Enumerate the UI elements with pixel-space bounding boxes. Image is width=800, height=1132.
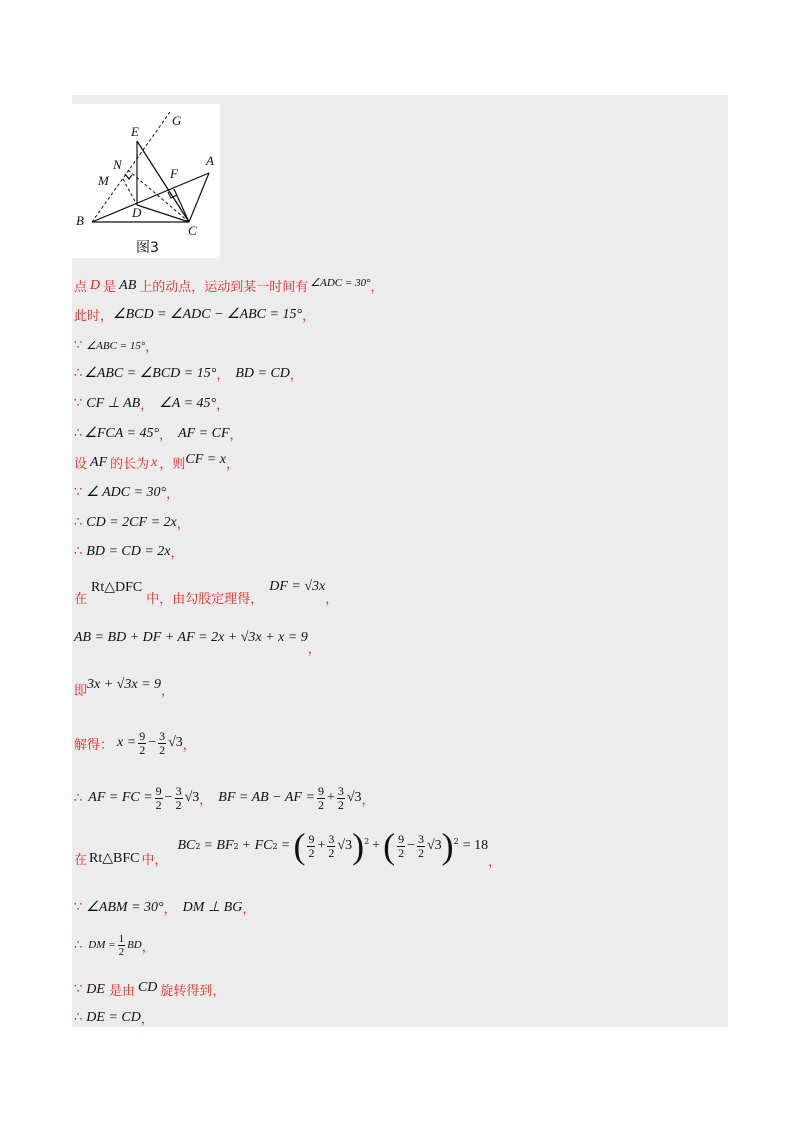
fraction [417,833,425,860]
text: ， [163,902,177,917]
math: ∠BCD = ∠ADC − ∠ABC = 15° [113,307,303,322]
fraction [175,785,183,812]
math: BD = CD = 2x [86,543,171,559]
text: 是由 [108,984,135,999]
text: ， [176,517,190,532]
fraction [118,933,126,958]
solution-line-4 [74,364,303,383]
text: ， [302,309,316,324]
label-e: E [131,124,139,139]
text: ， [170,546,184,561]
radical: √3 [337,838,353,853]
math: DE [86,981,105,997]
text: 点 [74,280,88,295]
math: AF = CF [178,425,230,441]
operator: + [372,838,381,853]
fraction [155,785,163,812]
label-m: M [98,173,109,188]
text: 设 [74,457,88,472]
math: CD = 2CF = 2x [86,514,177,530]
text: 旋转得到， [160,984,226,999]
text: ， [229,428,243,443]
fraction [138,730,146,757]
text: ， [370,280,384,295]
text: ， [159,428,173,443]
therefore-symbol: ∴ [74,937,83,953]
radical: √3 [346,790,362,805]
solution-line-1 [74,276,383,295]
figure-diagram [72,104,220,258]
solution-line-19 [74,980,225,999]
solution-line-15 [74,780,375,816]
math: + FC [241,838,273,853]
math: AF [90,454,108,470]
denominator: 2 [139,742,146,757]
math: = 18 [462,838,489,853]
math: BD [127,939,142,951]
operator: − [164,790,173,805]
text: ，则 [159,457,186,472]
text: 解得： [74,737,114,753]
solution-line-16 [74,828,501,876]
solution-line-20 [74,1008,154,1027]
therefore-symbol: ∴ [74,515,83,530]
text: ， [140,398,154,413]
math: AB = BD + DF + AF = 2x + √3x + x = 9 [74,630,308,645]
math: D [90,277,101,293]
fraction [397,833,405,860]
figure-caption: 图3 [136,240,159,256]
text: ， [199,792,213,808]
text: ， [361,792,375,808]
math: Rt△DFC [91,579,143,595]
text: ， [242,902,256,917]
text: ， [216,398,230,413]
math: ∠ABC = ∠BCD = 15° [84,366,217,381]
denominator: 2 [328,845,335,860]
therefore-symbol: ∴ [74,366,83,381]
text: ， [140,1012,154,1027]
operator: + [326,790,335,805]
denominator: 2 [118,945,125,958]
numerator: 3 [337,783,344,798]
text: ， [307,641,321,657]
math: ∠ABC = 15° [86,340,146,352]
text: 中，由勾股定理得， [146,591,264,607]
radical: √3 [426,838,442,853]
math: ∠ ADC = 30° [86,485,167,500]
numerator: 3 [417,831,424,846]
math: ∠A = 45° [159,396,217,411]
numerator: 9 [308,831,315,846]
solution-line-6 [74,424,243,443]
text: 上的动点，运动到某一时间有 [139,280,309,295]
text: ， [225,457,239,472]
numerator: 3 [159,728,166,743]
numerator: 9 [317,783,324,798]
radical: √3 [184,790,200,805]
solution-line-14 [74,725,196,761]
text: ， [325,591,339,607]
exponent: 2 [364,836,370,846]
numerator: 3 [175,783,182,798]
numerator: 1 [118,932,125,945]
therefore-symbol: ∴ [74,1010,83,1025]
text: 此时， [74,309,114,324]
therefore-symbol: ∴ [74,426,83,441]
label-d: D [132,205,142,220]
because-symbol: ∵ [74,396,83,411]
solution-line-12 [74,624,321,657]
math: Rt△BFC [89,850,140,866]
math: BD = CD [235,365,290,381]
math: DF = √3x [269,579,326,594]
math: DM = [88,939,116,951]
math: = BF [203,838,234,853]
solution-line-13 [74,676,174,702]
fraction [158,730,166,757]
text: ， [141,939,155,955]
text: ， [182,737,196,753]
operator: − [407,838,415,853]
geometry-figure [72,104,220,258]
exponent: 2 [453,836,459,846]
text: 是 [103,280,117,295]
math: x = [117,735,137,750]
math: 3x + √3x = 9 [87,677,162,692]
numerator: 3 [328,831,335,846]
operator: − [148,735,157,750]
exponent: 2 [195,841,201,851]
numerator: 9 [398,831,405,846]
math: ∠ABM = 30° [86,900,164,915]
denominator: 2 [398,845,405,860]
label-n: N [113,157,122,172]
right-paren: ) [352,826,365,866]
text: 的长为 [110,457,150,472]
therefore-symbol: ∴ [74,544,83,559]
math: DE = CD [86,1009,141,1025]
math: AB [119,277,137,293]
solution-line-10 [74,542,184,561]
label-f: F [170,166,178,181]
fraction [317,785,325,812]
text: 在 [74,591,88,607]
denominator: 2 [175,797,182,812]
text: ， [166,487,180,502]
math: CF = x [185,451,226,467]
denominator: 2 [155,797,162,812]
denominator: 2 [337,797,344,812]
pythagoras-equation [177,826,489,866]
text: ， [289,368,303,383]
solution-line-7 [74,453,239,472]
because-symbol: ∵ [74,900,83,915]
operator: + [317,838,326,853]
text: 即 [74,683,88,699]
exponent: 2 [272,841,278,851]
left-paren: ( [293,826,306,866]
solution-line-9 [74,513,190,532]
solution-line-3 [74,336,158,355]
text: ， [161,683,175,699]
text: 在 [74,852,88,868]
solution-line-5 [74,394,229,413]
fraction [327,833,335,860]
because-symbol: ∵ [74,338,83,353]
math: DM ⊥ BG [182,900,243,915]
text: ， [216,368,230,383]
label-b: B [76,213,84,228]
fraction [337,785,345,812]
radical: √3 [168,735,183,750]
label-c: C [188,223,197,238]
numerator: 9 [139,728,146,743]
right-paren: ) [441,826,454,866]
because-symbol: ∵ [74,982,83,997]
math: ∠ADC = 30° [310,277,371,289]
exponent: 2 [233,841,239,851]
text: ， [145,340,159,355]
solution-line-18 [74,928,155,962]
denominator: 2 [317,797,324,812]
solution-line-2 [74,305,315,324]
text: 中， [141,852,168,868]
math: BC [177,838,196,853]
denominator: 2 [159,742,166,757]
denominator: 2 [308,845,315,860]
text: ， [488,854,502,870]
solution-line-17 [74,898,255,917]
therefore-symbol: ∴ [74,790,83,806]
math: ∠FCA = 45° [84,426,160,441]
fraction [307,833,315,860]
because-symbol: ∵ [74,485,83,500]
operator: = [281,838,290,853]
math: BF = AB − AF = [218,790,315,805]
math: AF = FC = [88,790,153,805]
numerator: 9 [155,783,162,798]
math: x [151,454,158,470]
solution-line-8 [74,483,179,502]
label-g: G [172,113,182,128]
math: CF ⊥ AB [86,396,141,411]
label-a: A [206,153,214,168]
left-paren: ( [383,826,396,866]
math: CD [137,979,158,995]
solution-line-11 [74,576,338,606]
denominator: 2 [417,845,424,860]
